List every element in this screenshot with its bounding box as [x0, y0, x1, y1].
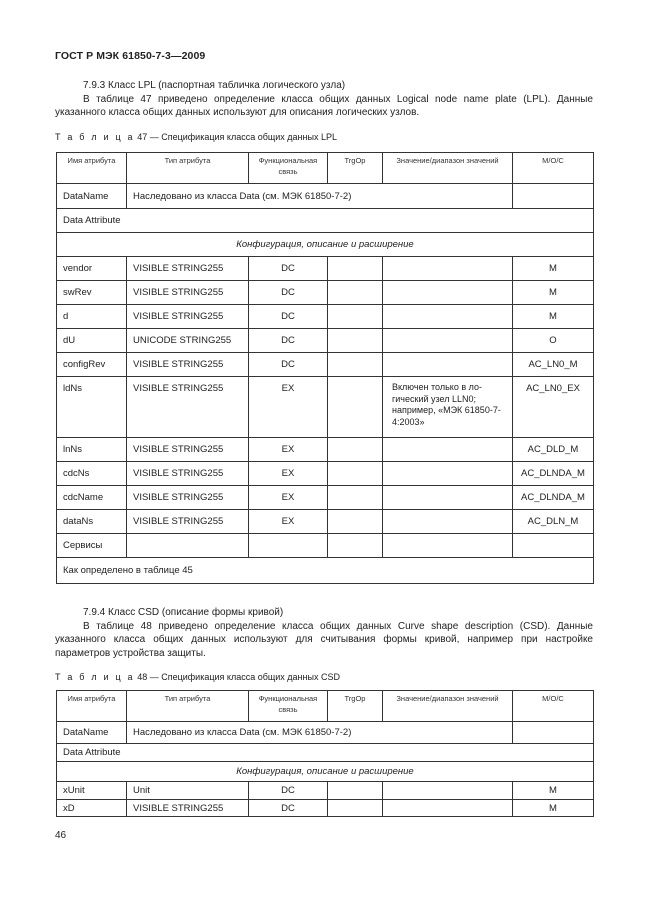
cell: Включен только в ло-гический узел LLN0; например, «МЭК 61850-7-4:2003»	[383, 377, 513, 438]
cell: d	[57, 305, 127, 329]
cell	[383, 462, 513, 486]
table-header-row	[57, 691, 594, 722]
cell: AC_LN0_EX	[513, 377, 594, 438]
section-7-9-4	[55, 606, 593, 660]
cell: VISIBLE STRING255	[127, 510, 249, 534]
cell: M	[513, 257, 594, 281]
col-header: M/O/C	[513, 153, 594, 184]
caption-prefix: Т а б л и ц а	[55, 132, 135, 142]
document-header: ГОСТ Р МЭК 61850-7-3—2009	[55, 50, 206, 62]
caption-text: 48 — Спецификация класса общих данных CSD	[134, 672, 340, 682]
cell: DC	[249, 782, 328, 800]
cell: AC_LN0_M	[513, 353, 594, 377]
section-7-9-3	[55, 79, 593, 120]
cell: Unit	[127, 782, 249, 800]
cell: Сервисы	[57, 534, 127, 558]
col-header: Имя атрибута	[57, 153, 127, 184]
cell	[328, 486, 383, 510]
cell: M	[513, 305, 594, 329]
table-row	[57, 281, 594, 305]
cell: Конфигурация, описание и расширение	[57, 762, 594, 782]
cell	[328, 329, 383, 353]
cell: Наследовано из класса Data (см. МЭК 61850-7-2)	[127, 722, 513, 744]
cell: DC	[249, 329, 328, 353]
cell: AC_DLNDA_M	[513, 486, 594, 510]
cell	[127, 534, 249, 558]
cell	[328, 305, 383, 329]
cell: M	[513, 782, 594, 800]
cell: M	[513, 800, 594, 817]
cell: VISIBLE STRING255	[127, 800, 249, 817]
cell: VISIBLE STRING255	[127, 486, 249, 510]
section-text: В таблице 47 приведено определение класса общих данных Logical node name plate (LPL). Данные указанного класса общих данных используют для описания логических узлов.	[55, 93, 593, 118]
table-47-caption	[55, 132, 337, 142]
cell	[383, 486, 513, 510]
cell: EX	[249, 462, 328, 486]
cell	[328, 510, 383, 534]
col-header: Значение/диапазон значений	[383, 153, 513, 184]
cell: DC	[249, 305, 328, 329]
caption-text: 47 — Спецификация класса общих данных LPL	[134, 132, 337, 142]
section-title: 7.9.4 Класс CSD (описание формы кривой)	[83, 607, 284, 618]
col-header: TrgOp	[328, 153, 383, 184]
table-48	[56, 690, 594, 817]
cell	[328, 353, 383, 377]
cell: M	[513, 281, 594, 305]
cell: DC	[249, 800, 328, 817]
cell: EX	[249, 438, 328, 462]
cell: cdcNs	[57, 462, 127, 486]
cell: ldNs	[57, 377, 127, 438]
group-row	[57, 762, 594, 782]
cell: DC	[249, 281, 328, 305]
table-row	[57, 800, 594, 817]
cell	[328, 281, 383, 305]
cell	[383, 281, 513, 305]
col-header: Значение/диапазон значений	[383, 691, 513, 722]
table-47	[56, 152, 594, 584]
col-header: Тип атрибута	[127, 153, 249, 184]
services-text-row	[57, 558, 594, 584]
table-row	[57, 305, 594, 329]
cell: xUnit	[57, 782, 127, 800]
cell: Data Attribute	[57, 744, 594, 762]
col-header: Имя атрибута	[57, 691, 127, 722]
col-header: Функциональная связь	[249, 153, 328, 184]
table-row	[57, 510, 594, 534]
cell: VISIBLE STRING255	[127, 281, 249, 305]
cell: swRev	[57, 281, 127, 305]
cell: lnNs	[57, 438, 127, 462]
data-attribute-row	[57, 744, 594, 762]
cell	[383, 329, 513, 353]
cell	[328, 800, 383, 817]
cell: AC_DLNDA_M	[513, 462, 594, 486]
cell: EX	[249, 377, 328, 438]
cell: vendor	[57, 257, 127, 281]
cell	[383, 782, 513, 800]
cell	[328, 438, 383, 462]
col-header: Тип атрибута	[127, 691, 249, 722]
col-header: TrgOp	[328, 691, 383, 722]
group-row	[57, 233, 594, 257]
cell	[383, 438, 513, 462]
cell	[328, 257, 383, 281]
cell: Как определено в таблице 45	[57, 558, 594, 584]
cell: Наследовано из класса Data (см. МЭК 61850-7-2)	[127, 184, 513, 209]
cell	[328, 462, 383, 486]
cell: EX	[249, 510, 328, 534]
cell	[328, 534, 383, 558]
cell: VISIBLE STRING255	[127, 438, 249, 462]
cell	[383, 257, 513, 281]
cell: VISIBLE STRING255	[127, 377, 249, 438]
cell	[513, 722, 594, 744]
cell	[383, 534, 513, 558]
cell: VISIBLE STRING255	[127, 305, 249, 329]
col-header: M/O/C	[513, 691, 594, 722]
table-header-row	[57, 153, 594, 184]
cell: dataNs	[57, 510, 127, 534]
cell: O	[513, 329, 594, 353]
cell: dU	[57, 329, 127, 353]
cell	[249, 534, 328, 558]
caption-prefix: Т а б л и ц а	[55, 672, 135, 682]
section-text: В таблице 48 приведено определение класса общих данных Curve shape description (CSD). Данные указанного класса общих данных используют для считывания формы кривой, например при настройке параметров устройства защиты.	[55, 620, 593, 659]
cell: cdcName	[57, 486, 127, 510]
cell: DataName	[57, 722, 127, 744]
page-number: 46	[55, 830, 67, 841]
table-row	[57, 462, 594, 486]
cell	[383, 353, 513, 377]
cell: AC_DLD_M	[513, 438, 594, 462]
cell: EX	[249, 486, 328, 510]
cell: VISIBLE STRING255	[127, 462, 249, 486]
col-header: Функциональная связь	[249, 691, 328, 722]
cell: VISIBLE STRING255	[127, 353, 249, 377]
cell	[328, 782, 383, 800]
table-row	[57, 377, 594, 438]
cell	[383, 510, 513, 534]
table-48-caption	[55, 672, 340, 682]
inherit-row	[57, 722, 594, 744]
cell	[513, 184, 594, 209]
cell	[383, 305, 513, 329]
cell	[513, 534, 594, 558]
cell: configRev	[57, 353, 127, 377]
cell: DC	[249, 257, 328, 281]
cell: AC_DLN_M	[513, 510, 594, 534]
cell: Data Attribute	[57, 209, 594, 233]
cell: VISIBLE STRING255	[127, 257, 249, 281]
table-row	[57, 486, 594, 510]
cell: Конфигурация, описание и расширение	[57, 233, 594, 257]
inherit-row	[57, 184, 594, 209]
section-title: 7.9.3 Класс LPL (паспортная табличка логического узла)	[83, 80, 346, 91]
table-row	[57, 257, 594, 281]
table-row	[57, 782, 594, 800]
services-row	[57, 534, 594, 558]
table-row	[57, 353, 594, 377]
data-attribute-row	[57, 209, 594, 233]
table-row	[57, 329, 594, 353]
cell: DataName	[57, 184, 127, 209]
cell: UNICODE STRING255	[127, 329, 249, 353]
table-row	[57, 438, 594, 462]
cell	[383, 800, 513, 817]
cell	[328, 377, 383, 438]
cell: xD	[57, 800, 127, 817]
cell: DC	[249, 353, 328, 377]
